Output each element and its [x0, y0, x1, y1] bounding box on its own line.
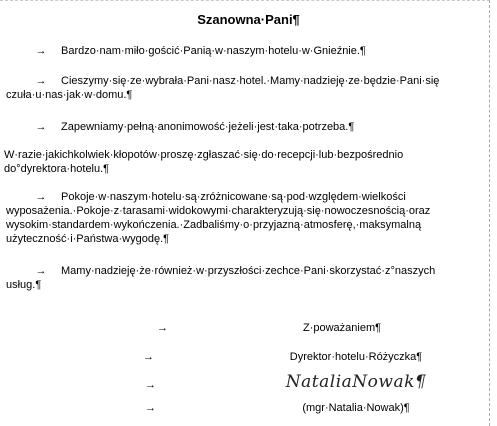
document-title: Szanowna·Pani¶ [197, 12, 300, 27]
paragraph-4 [4, 148, 488, 176]
page-margin-top [0, 0, 490, 1]
paragraph-6 [6, 264, 490, 292]
paragraph-5-line-2: wyposażenia.·Pokoje·z·tarasami·widokowymi·charakteryzują·się·nowoczesnością·oraz [6, 205, 431, 217]
position-text: Dyrektor·hotelu·Różyczka¶ [289, 351, 423, 363]
name-text: (mgr·Natalia·Nowak)¶ [302, 402, 410, 414]
paragraph-3-text: Zapewniamy·pełną·anonimowość·jeżeli·jest·taka·potrzeba.¶ [61, 121, 355, 133]
paragraph-5 [6, 190, 490, 246]
paragraph-1-text: Bardzo·nam·miło·gościć·Panią·w·naszym·hotelu·w·Gnieźnie.¶ [61, 45, 366, 57]
tab-arrow-icon: → [35, 121, 47, 133]
closing-text: Z·poważaniem¶ [302, 322, 382, 334]
tab-arrow-icon: → [35, 265, 47, 277]
paragraph-6-line-2: usług.¶ [6, 279, 42, 291]
paragraph-2-line-2: czuła·u·nas·jak·w·domu.¶ [6, 89, 133, 101]
paragraph-5-line-1: Pokoje·w·naszym·hotelu·są·zróżnicowane·są·pod·względem·wielkości [61, 191, 406, 203]
paragraph-2-line-1: Cieszymy·się·ze·wybrała·Pani·nasz·hotel.·Mamy·nadzieję·ze·będzie·Pani·się [61, 75, 440, 87]
paragraph-3 [6, 120, 490, 134]
paragraph-5-line-4: użyteczność·i·Państwa·wygodę.¶ [6, 233, 170, 245]
tab-arrow-icon: → [35, 45, 47, 57]
signature-text: NataliaNowak¶ [285, 372, 427, 392]
paragraph-4-line-2: do°dyrektora·hotelu.¶ [4, 163, 110, 175]
paragraph-2 [6, 74, 490, 102]
tab-arrow-icon: → [157, 322, 168, 334]
paragraph-4-line-1: W·razie·jakichkolwiek·kłopotów·proszę·zgłaszać·się·do·recepcji·lub·bezpośrednio [4, 149, 404, 161]
tab-arrow-icon: → [145, 379, 156, 391]
tab-arrow-icon: → [145, 402, 156, 414]
paragraph-6-line-1: Mamy·nadzieję·że·również·w·przyszłości·zechce·Pani·skorzystać·z°naszych [61, 265, 436, 277]
tab-arrow-icon: → [35, 75, 47, 87]
paragraph-5-line-3: wysokim·standardem·wykończenia.·Zadbaliśmy·o·przyjazną·atmosferę,·maksymalną [6, 219, 422, 231]
paragraph-1 [6, 44, 490, 58]
tab-arrow-icon: → [35, 191, 47, 203]
tab-arrow-icon: → [143, 351, 154, 363]
